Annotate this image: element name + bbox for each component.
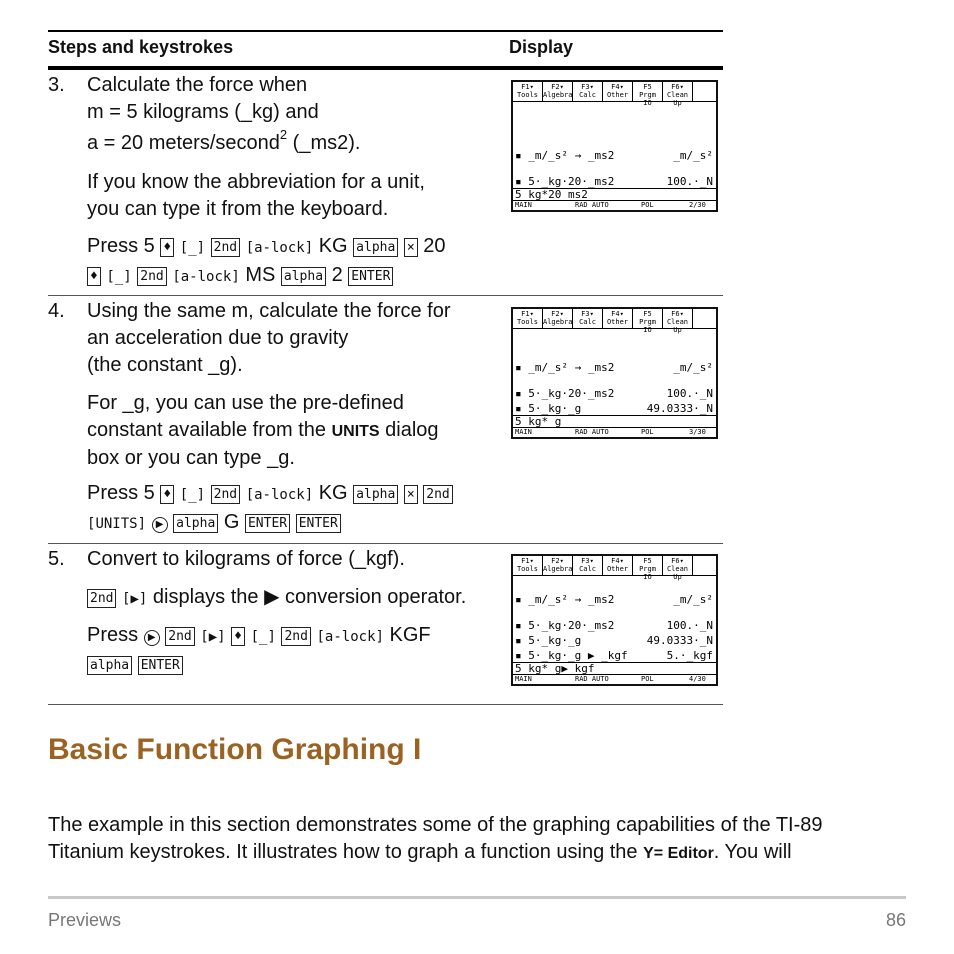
- status-bar: MAIN RAD AUTO POL 4/30: [513, 674, 716, 684]
- a-lock-key: [a-lock]: [316, 629, 384, 645]
- alpha-key: alpha: [281, 267, 326, 286]
- row-divider: [48, 543, 723, 544]
- step3-line2: m = 5 kilograms (_kg) and: [87, 101, 319, 123]
- history-result: 49.0333·_N: [646, 634, 713, 647]
- step5-text: Convert to kilograms of force (_kgf).: [87, 548, 405, 570]
- 2nd-key: 2nd: [211, 238, 240, 257]
- enter-key: ENTER: [296, 514, 341, 533]
- enter-key: ENTER: [138, 656, 183, 675]
- screen-toolbar: F1▾ Tools F2▾ Algebra F3▾ Calc F4▾ Other F5 Prgm IO F6▾ Clean Up: [513, 309, 716, 329]
- history-entry: ▪ _m/_s² → _ms2: [515, 361, 615, 374]
- top-rule: [48, 30, 723, 32]
- step-number: 4.: [48, 300, 65, 322]
- units-key: [UNITS]: [87, 516, 147, 532]
- status-bar: MAIN RAD AUTO POL 2/30: [513, 200, 716, 210]
- underscore-key: [_]: [250, 629, 276, 645]
- history-entry: ▪ _m/_s² → _ms2: [515, 593, 615, 606]
- history-entry: ▪ 5·_kg·_g ▶ _kgf: [515, 649, 628, 662]
- history-result: 5.·_kgf: [666, 649, 713, 662]
- calculator-screen-1: [511, 80, 718, 212]
- step-number: 3.: [48, 74, 65, 96]
- underscore-key: [_]: [179, 487, 206, 503]
- history-entry: ▪ 5·_kg·20·_ms2: [515, 619, 615, 632]
- status-bar: MAIN RAD AUTO POL 3/30: [513, 427, 716, 437]
- entry-line: 5_kg*20_ms2: [513, 188, 716, 200]
- section-paragraph: The example in this section demonstrates some of the graphing capabilities of the TI-89 Titanium keystrokes. It illustrates how to graph a function using the Y= Editor. You will: [48, 814, 823, 863]
- step5-operator-note: 2nd [▶] displays the ▶ conversion operator.: [87, 584, 466, 613]
- enter-key: ENTER: [245, 514, 290, 533]
- step3-line1: Calculate the force when: [87, 74, 308, 96]
- history-entry: ▪ 5·_kg·_g: [515, 634, 582, 647]
- cursor-right-icon: ▶: [152, 517, 168, 533]
- step5-keystrokes: Press ▶ 2nd [▶] ♦ [_] 2nd [a-lock] KGF alpha ENTER: [87, 624, 431, 673]
- entry-line: 5_kg*_g: [513, 415, 716, 427]
- col-header-display: Display: [509, 37, 574, 57]
- step-number: 5.: [48, 548, 65, 570]
- history-entry: ▪ 5·_kg·_g: [515, 402, 582, 415]
- step4-note: For _g, you can use the pre-defined constant available from the UNITS dialog box or you can type _g.: [87, 392, 439, 469]
- history-result: _m/_s²: [673, 149, 713, 162]
- entry-line: 5_kg*_g▶_kgf: [513, 662, 716, 674]
- a-lock-key: [a-lock]: [172, 269, 240, 285]
- a-lock-key: [a-lock]: [245, 240, 314, 256]
- history-result: 100.·_N: [666, 387, 713, 400]
- screen-toolbar: F1▾ Tools F2▾ Algebra F3▾ Calc F4▾ Other F5 Prgm IO F6▾ Clean Up: [513, 82, 716, 102]
- history-entry: ▪ 5·_kg·20·_ms2: [515, 175, 615, 188]
- footer-section-name: Previews: [48, 910, 122, 930]
- step3-note: If you know the abbreviation for a unit, you can type it from the keyboard.: [87, 171, 425, 220]
- 2nd-key: 2nd: [281, 627, 310, 646]
- section-heading: Basic Function Graphing I: [48, 733, 422, 766]
- 2nd-key: 2nd: [211, 485, 240, 504]
- 2nd-key: 2nd: [87, 589, 116, 608]
- row-divider: [48, 295, 723, 296]
- underscore-key: [_]: [179, 240, 206, 256]
- a-lock-key: [a-lock]: [245, 487, 314, 503]
- step3-line3: a = 20 meters/second$^2$ (_ms2).: [87, 127, 361, 154]
- page-number: 86: [885, 910, 906, 930]
- 2nd-key: 2nd: [165, 627, 194, 646]
- history-entry: ▪ 5·_kg·20·_ms2: [515, 387, 615, 400]
- diamond-key: ♦: [231, 627, 245, 646]
- right-arrow-key: [▶]: [122, 591, 148, 607]
- diamond-key: ♦: [160, 238, 174, 257]
- screen-toolbar: F1▾ Tools F2▾ Algebra F3▾ Calc F4▾ Other F5 Prgm IO F6▾ Clean Up: [513, 556, 716, 576]
- calculator-screen-3: [511, 554, 718, 686]
- step4-keystrokes: Press 5 ♦ [_] 2nd [a-lock] KG alpha × 2nd [UNITS] ▶ alpha G ENTER ENTER: [87, 480, 453, 538]
- header-rule: [48, 66, 723, 70]
- alpha-key: alpha: [173, 514, 218, 533]
- step4-text: Using the same m, calculate the force for an acceleration due to gravity (the constant _g).: [87, 300, 451, 376]
- history-result: 49.0333·_N: [646, 402, 713, 415]
- diamond-key: ♦: [87, 267, 101, 286]
- diamond-key: ♦: [160, 485, 174, 504]
- history-result: _m/_s²: [673, 361, 713, 374]
- col-header-steps: Steps and keystrokes: [48, 37, 234, 57]
- right-arrow-key: [▶]: [200, 629, 226, 645]
- step3-keystrokes: Press 5 ♦ [_] 2nd [a-lock] KG alpha × 20 ♦ [_] 2nd [a-lock] MS alpha 2 ENTER: [87, 233, 446, 291]
- history-result: _m/_s²: [673, 593, 713, 606]
- alpha-key: alpha: [353, 238, 398, 257]
- history-result: 100.·_N: [666, 175, 713, 188]
- 2nd-key: 2nd: [423, 485, 452, 504]
- 2nd-key: 2nd: [137, 267, 166, 286]
- calculator-screen-2: [511, 307, 718, 439]
- enter-key: ENTER: [348, 267, 393, 286]
- times-key: ×: [404, 485, 418, 504]
- alpha-key: alpha: [353, 485, 398, 504]
- step3-text: [87, 72, 360, 157]
- table-bottom-rule: [48, 704, 723, 705]
- history-result: 100.·_N: [666, 619, 713, 632]
- alpha-key: alpha: [87, 656, 132, 675]
- times-key: ×: [404, 238, 418, 257]
- footer-rule: [48, 896, 906, 899]
- cursor-right-icon: ▶: [144, 630, 160, 646]
- history-entry: ▪ _m/_s² → _ms2: [515, 149, 615, 162]
- underscore-key: [_]: [106, 269, 132, 285]
